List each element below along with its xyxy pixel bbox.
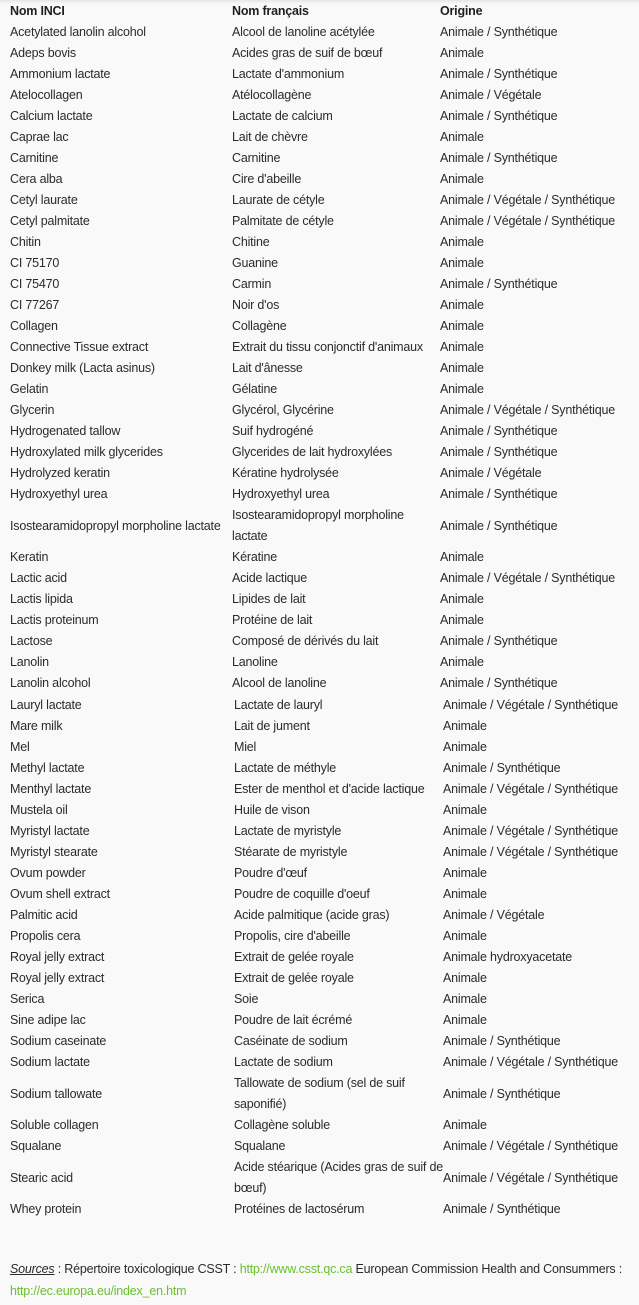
cell-nom-francais: Lactate de myristyle <box>234 824 342 838</box>
cell-origine: Animale / Synthétique <box>440 277 558 291</box>
table-row <box>10 190 639 211</box>
table-row <box>10 905 639 926</box>
cell-nom-francais: Protéines de lactosérum <box>234 1202 365 1216</box>
table-row <box>10 1115 639 1136</box>
sources-note <box>10 1258 635 1302</box>
table-row <box>10 463 639 484</box>
cell-nom-inci: Royal jelly extract <box>10 950 105 964</box>
cell-nom-inci: Propolis cera <box>10 929 81 943</box>
cell-nom-francais: Lactate de lauryl <box>234 698 323 712</box>
table-row <box>10 505 639 547</box>
cell-nom-francais: Glycérol, Glycérine <box>232 403 334 417</box>
table-row <box>10 968 639 989</box>
cell-origine: Animale / Végétale / Synthétique <box>443 845 618 859</box>
table-row <box>10 400 639 421</box>
table-row <box>10 442 639 463</box>
cell-origine: Animale / Végétale / Synthétique <box>440 193 615 207</box>
table-row <box>10 358 639 379</box>
cell-nom-francais: Huile de vison <box>234 803 310 817</box>
cell-nom-inci: Adeps bovis <box>10 46 76 60</box>
cell-nom-francais: Glycerides de lait hydroxylées <box>232 445 393 459</box>
table-row <box>10 64 639 85</box>
cell-nom-inci: Menthyl lactate <box>10 782 92 796</box>
cell-origine: Animale <box>440 655 484 669</box>
cell-origine: Animale <box>440 550 484 564</box>
table-row <box>10 22 639 43</box>
cell-nom-francais: Lait d'ânesse <box>232 361 303 375</box>
table-row <box>10 1052 639 1073</box>
sources-separator: : <box>54 1262 65 1276</box>
cell-origine: Animale <box>440 592 484 606</box>
cell-nom-francais: Ester de menthol et d'acide lactique <box>234 782 425 796</box>
cell-nom-inci: Ammonium lactate <box>10 67 111 81</box>
cell-nom-inci: Mustela oil <box>10 803 68 817</box>
table-row <box>10 232 639 253</box>
cell-origine: Animale <box>440 172 484 186</box>
table-row <box>10 842 639 863</box>
cell-origine: Animale <box>440 256 484 270</box>
cell-origine: Animale <box>440 46 484 60</box>
cell-nom-inci: Royal jelly extract <box>10 971 105 985</box>
cell-origine: Animale <box>440 235 484 249</box>
cell-origine: Animale / Synthétique <box>440 518 558 533</box>
cell-origine: Animale <box>443 719 487 733</box>
cell-nom-inci: Myristyl lactate <box>10 824 90 838</box>
table-row <box>10 253 639 274</box>
cell-nom-francais: Lipides de lait <box>232 592 306 606</box>
cell-nom-inci: Cetyl palmitate <box>10 214 90 228</box>
table-row <box>10 631 639 652</box>
cell-origine: Animale <box>440 298 484 312</box>
table-row <box>10 821 639 842</box>
cell-origine: Animale / Synthétique <box>443 1086 561 1101</box>
cell-nom-inci: Lactis lipida <box>10 592 73 606</box>
table-row <box>10 779 639 800</box>
table-row <box>10 716 639 737</box>
cell-nom-francais: Isostearamidopropyl morpholine lactate <box>232 508 404 543</box>
cell-origine: Animale / Végétale / Synthétique <box>443 782 618 796</box>
cell-origine: Animale / Végétale / Synthétique <box>443 1055 618 1069</box>
cell-origine: Animale / Végétale / Synthétique <box>443 1170 618 1185</box>
cell-nom-inci: Lanolin <box>10 655 49 669</box>
cell-nom-francais: Lactate de sodium <box>234 1055 333 1069</box>
table-body-part-1 <box>10 22 639 694</box>
cell-nom-francais: Composé de dérivés du lait <box>232 634 379 648</box>
cell-nom-inci: Hydroxyethyl urea <box>10 487 108 501</box>
cell-origine: Animale / Synthétique <box>440 25 558 39</box>
cell-origine: Animale <box>443 929 487 943</box>
cell-origine: Animale / Synthétique <box>440 424 558 438</box>
sources-text-ec: European Commission Health and Consummers : <box>352 1262 623 1276</box>
cell-nom-inci: CI 75170 <box>10 256 60 270</box>
sources-text-csst: Répertoire toxicologique CSST : <box>64 1262 240 1276</box>
table-row <box>10 884 639 905</box>
cell-nom-francais: Noir d'os <box>232 298 280 312</box>
table-row <box>10 274 639 295</box>
cell-nom-francais: Propolis, cire d'abeille <box>234 929 351 943</box>
cell-nom-inci: Mel <box>10 740 30 754</box>
table-row <box>10 85 639 106</box>
cell-origine: Animale / Synthétique <box>440 67 558 81</box>
cell-nom-francais: Poudre de lait écrémé <box>234 1013 353 1027</box>
cell-nom-francais: Lait de jument <box>234 719 310 733</box>
cell-origine: Animale <box>440 319 484 333</box>
cell-nom-inci: Myristyl stearate <box>10 845 98 859</box>
cell-nom-inci: Atelocollagen <box>10 88 83 102</box>
table-row <box>10 43 639 64</box>
cell-nom-inci: Sodium lactate <box>10 1055 90 1069</box>
cell-nom-francais: Palmitate de cétyle <box>232 214 334 228</box>
table-row <box>10 1073 639 1115</box>
cell-nom-inci: Connective Tissue extract <box>10 340 149 354</box>
cell-nom-francais: Cire d'abeille <box>232 172 302 186</box>
cell-nom-francais: Carnitine <box>232 151 281 165</box>
table-row <box>10 421 639 442</box>
cell-nom-francais: Lanoline <box>232 655 278 669</box>
header-nom-inci: Nom INCI <box>10 4 65 18</box>
cell-nom-inci: Lactose <box>10 634 53 648</box>
cell-nom-francais: Poudre d'œuf <box>234 866 307 880</box>
cell-origine: Animale / Végétale / Synthétique <box>443 824 618 838</box>
cell-nom-inci: Keratin <box>10 550 49 564</box>
cell-origine: Animale <box>440 613 484 627</box>
table-row <box>10 1199 639 1220</box>
table-row <box>10 295 639 316</box>
cell-origine: Animale <box>443 971 487 985</box>
cell-nom-inci: Acetylated lanolin alcohol <box>10 25 146 39</box>
cell-origine: Animale / Végétale / Synthétique <box>443 1139 618 1153</box>
table-row <box>10 568 639 589</box>
cell-origine: Animale <box>443 866 487 880</box>
cell-nom-inci: Carnitine <box>10 151 59 165</box>
cell-nom-francais: Lactate d'ammonium <box>232 67 345 81</box>
cell-nom-inci: Lanolin alcohol <box>10 676 91 690</box>
cell-origine: Animale / Synthétique <box>440 445 558 459</box>
cell-nom-inci: Chitin <box>10 235 41 249</box>
table-row <box>10 589 639 610</box>
cell-nom-inci: Gelatin <box>10 382 49 396</box>
cell-nom-inci: Methyl lactate <box>10 761 85 775</box>
cell-origine: Animale / Synthétique <box>443 761 561 775</box>
table-row <box>10 863 639 884</box>
europa-link[interactable]: http://ec.europa.eu/index_en.htm <box>10 1284 187 1298</box>
cell-nom-francais: Lait de chèvre <box>232 130 308 144</box>
cell-nom-inci: Ovum shell extract <box>10 887 110 901</box>
cell-origine: Animale <box>443 887 487 901</box>
cell-nom-francais: Alcool de lanoline acétylée <box>232 25 375 39</box>
table-row <box>10 947 639 968</box>
cell-nom-francais: Collagène soluble <box>234 1118 330 1132</box>
sources-label: Sources <box>10 1262 55 1276</box>
cell-nom-inci: Lauryl lactate <box>10 698 82 712</box>
table-header-row <box>10 1 639 22</box>
cell-nom-inci: Squalane <box>10 1139 62 1153</box>
cell-origine: Animale / Végétale <box>443 908 545 922</box>
cell-origine: Animale <box>440 361 484 375</box>
cell-nom-francais: Gélatine <box>232 382 277 396</box>
cell-nom-inci: Collagen <box>10 319 58 333</box>
cell-origine: Animale <box>443 803 487 817</box>
cell-nom-francais: Stéarate de myristyle <box>234 845 348 859</box>
table-row <box>10 148 639 169</box>
cell-nom-inci: Sodium tallowate <box>10 1086 102 1101</box>
cell-origine: Animale <box>440 130 484 144</box>
cell-nom-inci: Stearic acid <box>10 1170 73 1185</box>
cell-origine: Animale / Synthétique <box>440 109 558 123</box>
cell-nom-inci: Whey protein <box>10 1202 82 1216</box>
cell-nom-inci: Calcium lactate <box>10 109 93 123</box>
cell-nom-inci: Lactis proteinum <box>10 613 99 627</box>
cell-nom-francais: Lactate de calcium <box>232 109 333 123</box>
cell-nom-inci: Cetyl laurate <box>10 193 78 207</box>
cell-nom-francais: Protéine de lait <box>232 613 313 627</box>
table-row <box>10 1157 639 1199</box>
table-body-part-2 <box>10 695 639 1220</box>
cell-origine: Animale / Synthétique <box>443 1034 561 1048</box>
cell-origine: Animale / Végétale / Synthétique <box>440 403 615 417</box>
cell-origine: Animale / Synthétique <box>440 634 558 648</box>
cell-nom-francais: Chitine <box>232 235 270 249</box>
table-row <box>10 758 639 779</box>
cell-origine: Animale <box>440 340 484 354</box>
cell-nom-francais: Guanine <box>232 256 278 270</box>
cell-nom-inci: Ovum powder <box>10 866 86 880</box>
cell-nom-inci: Palmitic acid <box>10 908 78 922</box>
cell-nom-francais: Acide lactique <box>232 571 308 585</box>
table-row <box>10 695 639 716</box>
table-row <box>10 800 639 821</box>
header-origine: Origine <box>440 4 483 18</box>
cell-nom-francais: Suif hydrogéné <box>232 424 314 438</box>
cell-nom-inci: Glycerin <box>10 403 55 417</box>
cell-origine: Animale <box>443 992 487 1006</box>
cell-nom-francais: Miel <box>234 740 257 754</box>
inci-table-part-1 <box>10 1 639 694</box>
cell-nom-francais: Lactate de méthyle <box>234 761 337 775</box>
cell-nom-inci: Isostearamidopropyl morpholine lactate <box>10 518 221 533</box>
header-nom-francais: Nom français <box>232 4 309 18</box>
cell-nom-francais: Carmin <box>232 277 272 291</box>
cell-nom-francais: Soie <box>234 992 259 1006</box>
table-row <box>10 127 639 148</box>
cell-origine: Animale hydroxyacetate <box>443 950 573 964</box>
cell-nom-francais: Hydroxyethyl urea <box>232 487 330 501</box>
cell-nom-inci: Lactic acid <box>10 571 67 585</box>
cell-nom-inci: Sine adipe lac <box>10 1013 86 1027</box>
cell-nom-francais: Extrait de gelée royale <box>234 971 354 985</box>
table-row <box>10 610 639 631</box>
cell-origine: Animale / Végétale / Synthétique <box>440 571 615 585</box>
cell-origine: Animale / Végétale <box>440 466 542 480</box>
cell-nom-francais: Kératine <box>232 550 277 564</box>
cell-nom-francais: Kératine hydrolysée <box>232 466 339 480</box>
cell-origine: Animale <box>443 1118 487 1132</box>
table-row <box>10 1031 639 1052</box>
cell-nom-francais: Acide palmitique (acide gras) <box>234 908 390 922</box>
cell-nom-inci: Mare milk <box>10 719 63 733</box>
cell-nom-francais: Poudre de coquille d'oeuf <box>234 887 370 901</box>
table-row <box>10 547 639 568</box>
cell-nom-inci: Cera alba <box>10 172 63 186</box>
table-row <box>10 652 639 673</box>
cell-origine: Animale / Synthétique <box>440 487 558 501</box>
cell-nom-francais: Alcool de lanoline <box>232 676 327 690</box>
cell-origine: Animale <box>443 1013 487 1027</box>
csst-link[interactable]: http://www.csst.qc.ca <box>239 1262 353 1276</box>
table-row <box>10 926 639 947</box>
cell-nom-francais: Collagène <box>232 319 287 333</box>
table-row <box>10 316 639 337</box>
table-row <box>10 379 639 400</box>
cell-nom-francais: Extrait de gelée royale <box>234 950 354 964</box>
cell-nom-inci: Soluble collagen <box>10 1118 99 1132</box>
cell-nom-inci: Hydroxylated milk glycerides <box>10 445 163 459</box>
table-row <box>10 106 639 127</box>
cell-nom-francais: Tallowate de sodium (sel de suif saponifié) <box>234 1076 405 1111</box>
cell-origine: Animale / Synthétique <box>443 1202 561 1216</box>
inci-table-part-2 <box>10 695 639 1220</box>
table-row <box>10 169 639 190</box>
table-row <box>10 484 639 505</box>
table-row <box>10 211 639 232</box>
table-row <box>10 673 639 694</box>
table-row <box>10 1010 639 1031</box>
table-row <box>10 737 639 758</box>
cell-nom-francais: Atélocollagène <box>232 88 312 102</box>
cell-nom-inci: CI 75470 <box>10 277 60 291</box>
cell-nom-francais: Caséinate de sodium <box>234 1034 348 1048</box>
cell-origine: Animale / Végétale <box>440 88 542 102</box>
cell-nom-inci: Donkey milk (Lacta asinus) <box>10 361 155 375</box>
cell-nom-inci: Sodium caseinate <box>10 1034 107 1048</box>
cell-origine: Animale / Synthétique <box>440 676 558 690</box>
cell-nom-inci: Hydrogenated tallow <box>10 424 121 438</box>
cell-origine: Animale / Synthétique <box>440 151 558 165</box>
cell-origine: Animale / Végétale / Synthétique <box>443 698 618 712</box>
cell-nom-inci: Caprae lac <box>10 130 69 144</box>
cell-nom-francais: Laurate de cétyle <box>232 193 325 207</box>
cell-nom-inci: CI 77267 <box>10 298 60 312</box>
cell-nom-francais: Squalane <box>234 1139 286 1153</box>
table-row <box>10 337 639 358</box>
cell-origine: Animale <box>440 382 484 396</box>
cell-nom-inci: Serica <box>10 992 45 1006</box>
cell-nom-inci: Hydrolyzed keratin <box>10 466 110 480</box>
cell-origine: Animale <box>443 740 487 754</box>
cell-nom-francais: Extrait du tissu conjonctif d'animaux <box>232 340 423 354</box>
cell-origine: Animale / Végétale / Synthétique <box>440 214 615 228</box>
cell-nom-francais: Acide stéarique (Acides gras de suif de bœuf) <box>234 1160 443 1195</box>
table-row <box>10 989 639 1010</box>
cell-nom-francais: Acides gras de suif de bœuf <box>232 46 383 60</box>
table-row <box>10 1136 639 1157</box>
